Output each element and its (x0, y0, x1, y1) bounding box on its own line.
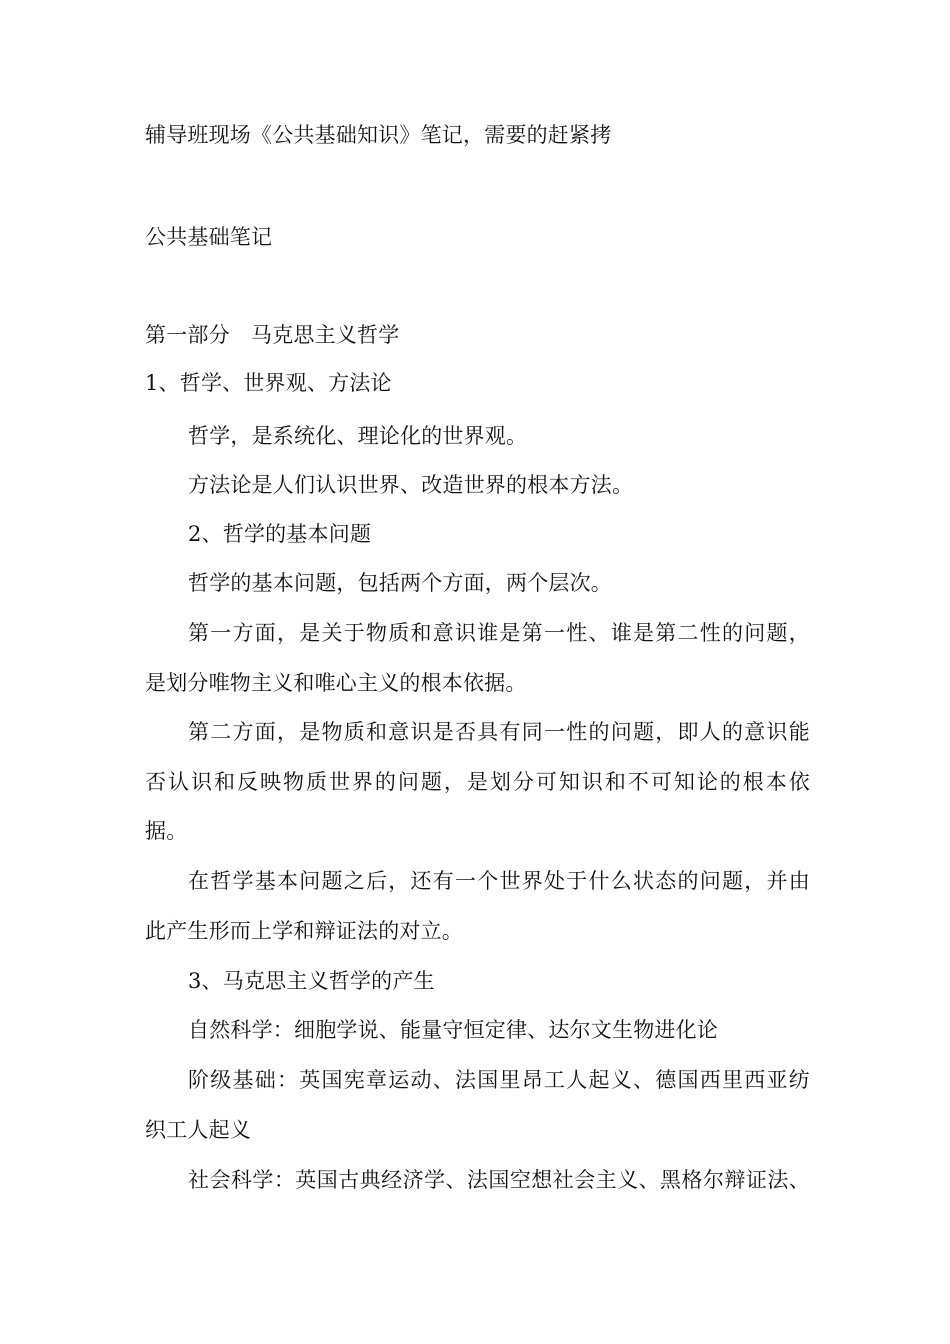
paragraph-5-line-2: 否认识和反映物质世界的问题，是划分可知识和不可知论的根本依 (145, 770, 810, 794)
paragraph-5-line-1: 第二方面，是物质和意识是否具有同一性的问题，即人的意识能 (188, 720, 810, 744)
section-2-heading: 2、哲学的基本问题 (188, 522, 372, 546)
document-subtitle: 公共基础笔记 (145, 225, 273, 249)
paragraph-6-line-2: 此产生形而上学和辩证法的对立。 (145, 919, 463, 943)
paragraph-5-line-3: 据。 (145, 819, 188, 843)
paragraph-1: 哲学，是系统化、理论化的世界观。 (188, 424, 528, 448)
paragraph-3: 哲学的基本问题，包括两个方面，两个层次。 (188, 571, 612, 595)
section-1-heading: 1、哲学、世界观、方法论 (145, 371, 392, 395)
paragraph-8-line-1: 阶级基础：英国宪章运动、法国里昂工人起义、德国西里西亚纺 (188, 1068, 810, 1092)
section-3-heading: 3、马克思主义哲学的产生 (188, 969, 435, 993)
paragraph-8-line-2: 织工人起义 (145, 1118, 251, 1142)
paragraph-7: 自然科学：细胞学说、能量守恒定律、达尔文生物进化论 (188, 1018, 718, 1042)
paragraph-9-line-1: 社会科学：英国古典经济学、法国空想社会主义、黑格尔辩证法、 (188, 1168, 810, 1192)
paragraph-4-line-2: 是划分唯物主义和唯心主义的根本依据。 (145, 671, 527, 695)
paragraph-6-line-1: 在哲学基本问题之后，还有一个世界处于什么状态的问题，并由 (188, 869, 810, 893)
part-heading: 第一部分 马克思主义哲学 (145, 323, 400, 347)
paragraph-4-line-1: 第一方面，是关于物质和意识谁是第一性、谁是第二性的问题， (188, 621, 810, 645)
document-title: 辅导班现场《公共基础知识》笔记，需要的赶紧拷 (145, 123, 612, 147)
paragraph-2: 方法论是人们认识世界、改造世界的根本方法。 (188, 473, 634, 497)
